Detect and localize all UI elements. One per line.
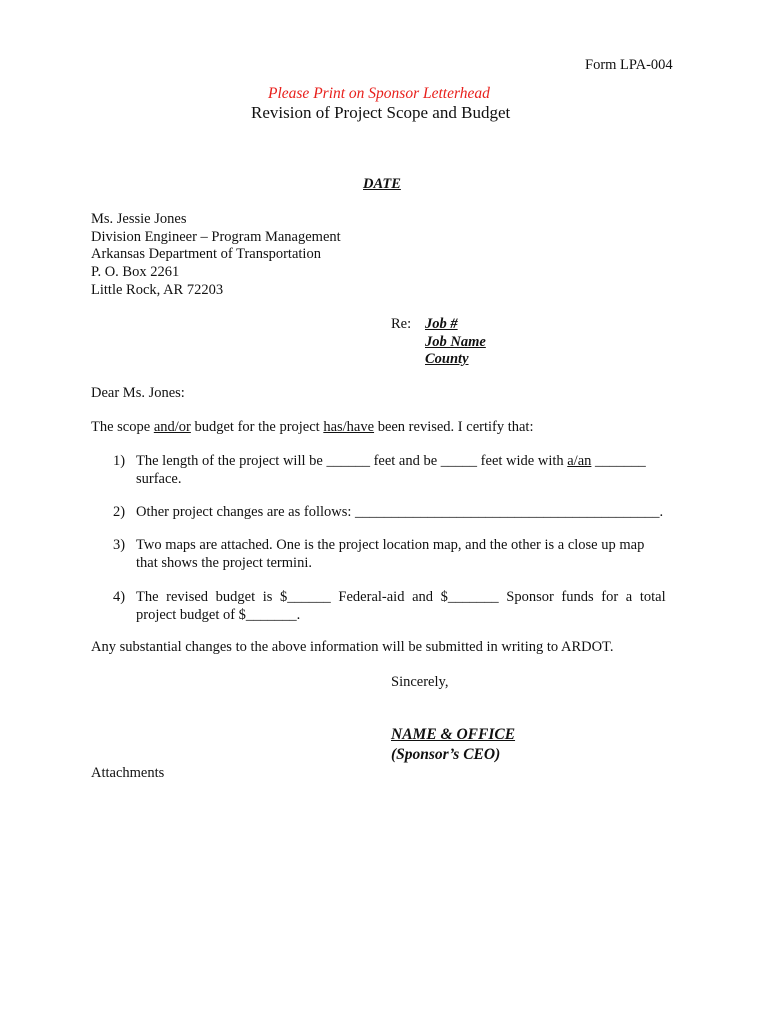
- reference-job-number: Job #: [425, 316, 458, 332]
- recipient-po-box: P. O. Box 2261: [91, 264, 180, 281]
- reference-block: [425, 316, 486, 369]
- item-3-number: 3): [113, 537, 126, 553]
- item-4-number: 4): [113, 589, 126, 605]
- a-an-choice: a/an: [567, 453, 592, 469]
- closing: Sincerely,: [391, 674, 449, 690]
- item-3-text: Two maps are attached. One is the project location map, and the other is a close up map that shows the project termini.: [136, 537, 645, 571]
- reference-job-name: Job Name: [425, 333, 486, 350]
- and-or-choice: and/or: [153, 419, 191, 435]
- item-1-text: The length of the project will be ______ feet and be _____ feet wide with a/an _______ surface.: [136, 453, 646, 487]
- date-placeholder: DATE: [363, 176, 401, 192]
- reference-label: Re:: [391, 316, 412, 332]
- item-2-number: 2): [113, 504, 126, 520]
- recipient-title: Division Engineer – Program Management: [91, 228, 341, 245]
- signature-title: (Sponsor’s CEO): [391, 746, 501, 763]
- closing-statement: Any substantial changes to the above information will be submitted in writing to ARDOT.: [91, 639, 614, 655]
- page-title: Revision of Project Scope and Budget: [251, 103, 511, 122]
- recipient-name: Ms. Jessie Jones: [91, 211, 187, 227]
- attachments-label: Attachments: [91, 765, 165, 781]
- signature-name: NAME & OFFICE: [391, 726, 516, 743]
- letterhead-notice: Please Print on Sponsor Letterhead: [268, 85, 490, 102]
- reference-county: County: [425, 351, 469, 368]
- recipient-city: Little Rock, AR 72203: [91, 281, 224, 298]
- intro-paragraph: The scope and/or budget for the project has/have been revised. I certify that:: [91, 419, 534, 435]
- has-have-choice: has/have: [323, 419, 375, 435]
- recipient-organization: Arkansas Department of Transportation: [91, 246, 321, 263]
- form-id: Form LPA-004: [585, 57, 673, 73]
- recipient-address: [91, 211, 341, 300]
- salutation: Dear Ms. Jones:: [91, 385, 185, 401]
- item-4-text: The revised budget is $______ Federal-aid and $_______ Sponsor funds for a total project budget of $_______.: [136, 589, 666, 623]
- item-1-number: 1): [113, 453, 126, 469]
- item-2-text: Other project changes are as follows: __________________________________________.: [136, 504, 664, 520]
